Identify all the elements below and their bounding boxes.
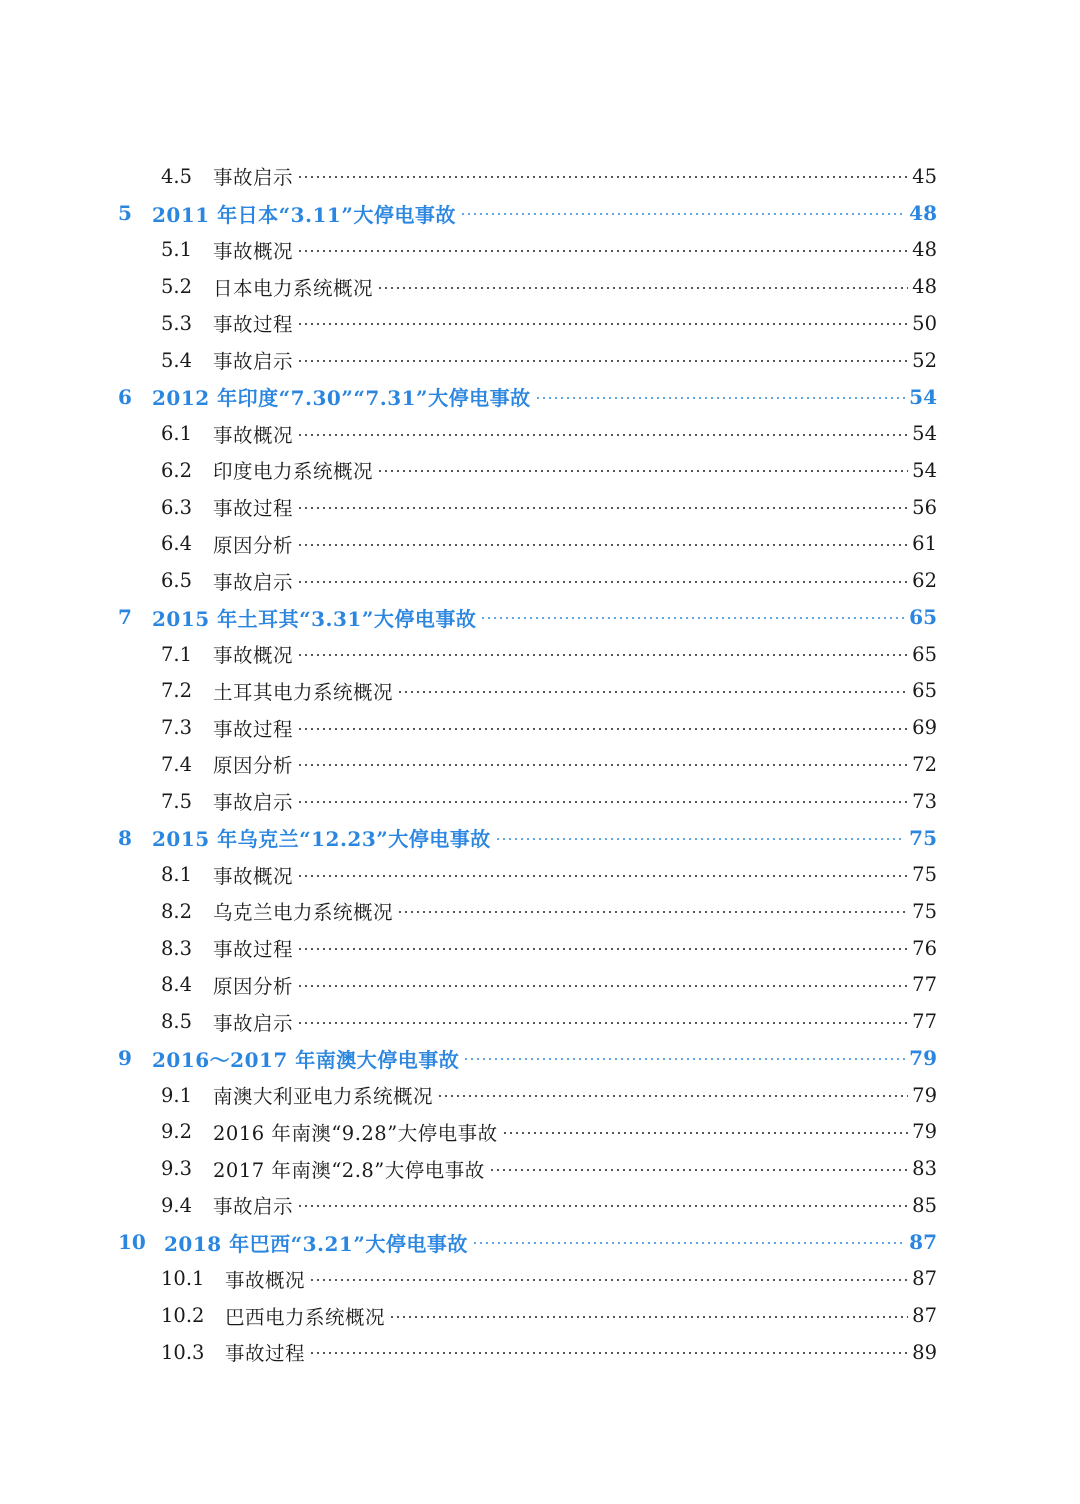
toc-entry-page-number: 48 [909,201,937,226]
toc-entry-title: 事故过程 [213,938,294,962]
dot-leader [309,1352,908,1354]
toc-entry-title: 事故过程 [225,1342,306,1366]
toc-section-entry[interactable] [0,709,1080,746]
dot-leader [397,911,908,913]
dot-leader [297,176,908,178]
toc-entry-page-number: 72 [912,752,937,776]
toc-entry-page-number: 75 [912,899,937,923]
toc-entry-title: 事故过程 [213,717,294,741]
toc-entry-title: 事故启示 [213,791,294,815]
toc-entry-title: 事故启示 [213,1011,294,1035]
toc-chapter-entry[interactable] [0,195,1080,232]
toc-section-entry[interactable] [0,415,1080,452]
toc-entry-page-number: 56 [912,495,937,519]
dot-leader [297,801,908,803]
toc-entry-page-number: 52 [912,348,937,372]
dot-leader [297,323,908,325]
toc-section-entry[interactable] [0,746,1080,783]
toc-entry-page-number: 50 [912,311,937,335]
toc-entry-title: 事故启示 [213,1195,294,1219]
toc-entry-page-number: 75 [912,863,937,887]
toc-entry-title: 巴西电力系统概况 [225,1305,386,1329]
dot-leader [502,1132,908,1134]
dot-leader [297,1205,908,1207]
toc-entry-number: 8 [118,825,132,850]
toc-section-entry[interactable] [0,452,1080,489]
toc-entry-page-number: 61 [912,532,937,556]
toc-entry-title: 事故概况 [213,644,294,668]
dot-leader [297,581,908,583]
toc-entry-page-number: 76 [912,936,937,960]
dot-leader [480,617,905,619]
toc-section-entry[interactable] [0,232,1080,269]
toc-entry-number: 8.2 [161,899,193,923]
dot-leader [472,1242,905,1244]
toc-entry-page-number: 48 [912,238,937,262]
toc-entry-title: 事故过程 [213,497,294,521]
toc-entry-title: 2012 年印度“7.30”“7.31”大停电事故 [152,386,531,411]
toc-entry-page-number: 65 [909,605,937,630]
toc-entry-title: 事故过程 [213,313,294,337]
dot-leader [437,1095,908,1097]
toc-entry-title: 事故概况 [213,423,294,447]
toc-entry-title: 2015 年土耳其“3.31”大停电事故 [152,606,477,631]
toc-entry-page-number: 87 [912,1267,937,1291]
dot-leader [297,1022,908,1024]
toc-entry-title: 事故启示 [213,350,294,374]
toc-entry-title: 原因分析 [213,754,294,778]
toc-section-entry[interactable] [0,1334,1080,1371]
toc-entry-title: 印度电力系统概况 [213,460,374,484]
dot-leader [297,360,908,362]
toc-entry-number: 9.4 [161,1193,193,1217]
toc-entry-page-number: 48 [912,275,937,299]
dot-leader [297,507,908,509]
toc-section-entry[interactable] [0,930,1080,967]
dot-leader [389,1316,908,1318]
toc-entry-title: 2016 年南澳“9.28”大停电事故 [213,1121,498,1145]
toc-entry-title: 事故启示 [213,570,294,594]
toc-entry-number: 5.2 [161,275,193,299]
toc-entry-page-number: 45 [912,164,937,188]
toc-entry-number: 7.1 [161,642,193,666]
toc-entry-number: 9 [118,1046,132,1071]
toc-section-entry[interactable] [0,636,1080,673]
toc-entry-number: 8.5 [161,1010,193,1034]
toc-entry-number: 6.4 [161,532,193,556]
toc-entry-page-number: 79 [909,1046,937,1071]
toc-entry-page-number: 65 [912,679,937,703]
toc-entry-number: 5.4 [161,348,193,372]
toc-entry-title: 2018 年巴西“3.21”大停电事故 [164,1231,468,1256]
toc-section-entry[interactable] [0,305,1080,342]
toc-entry-page-number: 77 [912,973,937,997]
toc-section-entry[interactable] [0,1187,1080,1224]
toc-entry-page-number: 69 [912,716,937,740]
toc-entry-number: 6.1 [161,422,193,446]
toc-entry-number: 5.1 [161,238,193,262]
toc-entry-title: 事故概况 [225,1268,306,1292]
toc-section-entry[interactable] [0,967,1080,1004]
toc-entry-number: 10 [118,1230,146,1255]
toc-section-entry[interactable] [0,1261,1080,1298]
table-of-contents [0,158,1080,1371]
toc-entry-title: 乌克兰电力系统概况 [213,901,394,925]
toc-entry-number: 9.3 [161,1157,193,1181]
toc-entry-title: 2015 年乌克兰“12.23”大停电事故 [152,827,491,852]
toc-entry-page-number: 54 [912,422,937,446]
toc-entry-page-number: 54 [912,458,937,482]
toc-entry-number: 10.3 [161,1340,205,1364]
toc-entry-title: 2016～2017 年南澳大停电事故 [152,1047,460,1072]
toc-entry-page-number: 54 [909,384,937,409]
toc-section-entry[interactable] [0,342,1080,379]
toc-chapter-entry[interactable] [0,599,1080,636]
toc-section-entry[interactable] [0,1114,1080,1151]
dot-leader [460,213,905,215]
dot-leader [535,397,906,399]
toc-entry-number: 6 [118,384,132,409]
toc-entry-page-number: 75 [909,825,937,850]
dot-leader [489,1169,908,1171]
toc-entry-page-number: 62 [912,569,937,593]
toc-entry-page-number: 85 [912,1193,937,1217]
dot-leader [397,691,908,693]
toc-entry-title: 事故概况 [213,864,294,888]
dot-leader [297,728,908,730]
toc-entry-number: 6.5 [161,569,193,593]
toc-entry-title: 南澳大利亚电力系统概况 [213,1085,434,1109]
dot-leader [309,1279,908,1281]
toc-entry-number: 5.3 [161,311,193,335]
toc-section-entry[interactable] [0,562,1080,599]
toc-entry-number: 6.3 [161,495,193,519]
toc-entry-number: 7.5 [161,789,193,813]
toc-entry-number: 8.1 [161,863,193,887]
toc-entry-page-number: 87 [912,1304,937,1328]
toc-entry-page-number: 89 [912,1340,937,1364]
toc-entry-title: 2011 年日本“3.11”大停电事故 [152,202,456,227]
toc-entry-page-number: 79 [912,1083,937,1107]
toc-entry-page-number: 65 [912,642,937,666]
toc-section-entry[interactable] [0,526,1080,563]
toc-entry-page-number: 77 [912,1010,937,1034]
toc-entry-page-number: 87 [909,1230,937,1255]
toc-entry-number: 6.2 [161,458,193,482]
toc-entry-title: 土耳其电力系统概况 [213,680,394,704]
toc-entry-title: 原因分析 [213,974,294,998]
toc-entry-page-number: 73 [912,789,937,813]
toc-entry-number: 4.5 [161,164,193,188]
toc-entry-number: 7.3 [161,716,193,740]
toc-entry-page-number: 83 [912,1157,937,1181]
toc-entry-number: 7 [118,605,132,630]
toc-section-entry[interactable] [0,1297,1080,1334]
toc-chapter-entry[interactable] [0,1224,1080,1261]
toc-section-entry[interactable] [0,1003,1080,1040]
toc-entry-number: 7.2 [161,679,193,703]
dot-leader [297,764,908,766]
toc-entry-title: 原因分析 [213,533,294,557]
toc-entry-number: 8.3 [161,936,193,960]
toc-entry-number: 7.4 [161,752,193,776]
toc-section-entry[interactable] [0,158,1080,195]
toc-chapter-entry[interactable] [0,1040,1080,1077]
toc-section-entry[interactable] [0,489,1080,526]
toc-entry-number: 9.1 [161,1083,193,1107]
toc-entry-title: 2017 年南澳“2.8”大停电事故 [213,1158,485,1182]
dot-leader [297,985,908,987]
toc-entry-title: 日本电力系统概况 [213,276,374,300]
toc-section-entry[interactable] [0,783,1080,820]
dot-leader [495,838,905,840]
toc-section-entry[interactable] [0,268,1080,305]
dot-leader [463,1058,905,1060]
toc-entry-number: 10.2 [161,1304,205,1328]
dot-leader [297,544,908,546]
toc-entry-number: 8.4 [161,973,193,997]
dot-leader [297,875,908,877]
toc-entry-title: 事故概况 [213,239,294,263]
toc-section-entry[interactable] [0,856,1080,893]
toc-entry-number: 9.2 [161,1120,193,1144]
toc-entry-page-number: 79 [912,1120,937,1144]
dot-leader [297,250,908,252]
toc-section-entry[interactable] [0,1150,1080,1187]
dot-leader [377,470,908,472]
dot-leader [297,434,908,436]
toc-chapter-entry[interactable] [0,820,1080,857]
toc-chapter-entry[interactable] [0,379,1080,416]
toc-entry-title: 事故启示 [213,166,294,190]
toc-entry-number: 10.1 [161,1267,205,1291]
dot-leader [297,654,908,656]
toc-section-entry[interactable] [0,673,1080,710]
toc-entry-number: 5 [118,201,132,226]
dot-leader [377,287,908,289]
dot-leader [297,948,908,950]
toc-section-entry[interactable] [0,893,1080,930]
toc-section-entry[interactable] [0,1077,1080,1114]
